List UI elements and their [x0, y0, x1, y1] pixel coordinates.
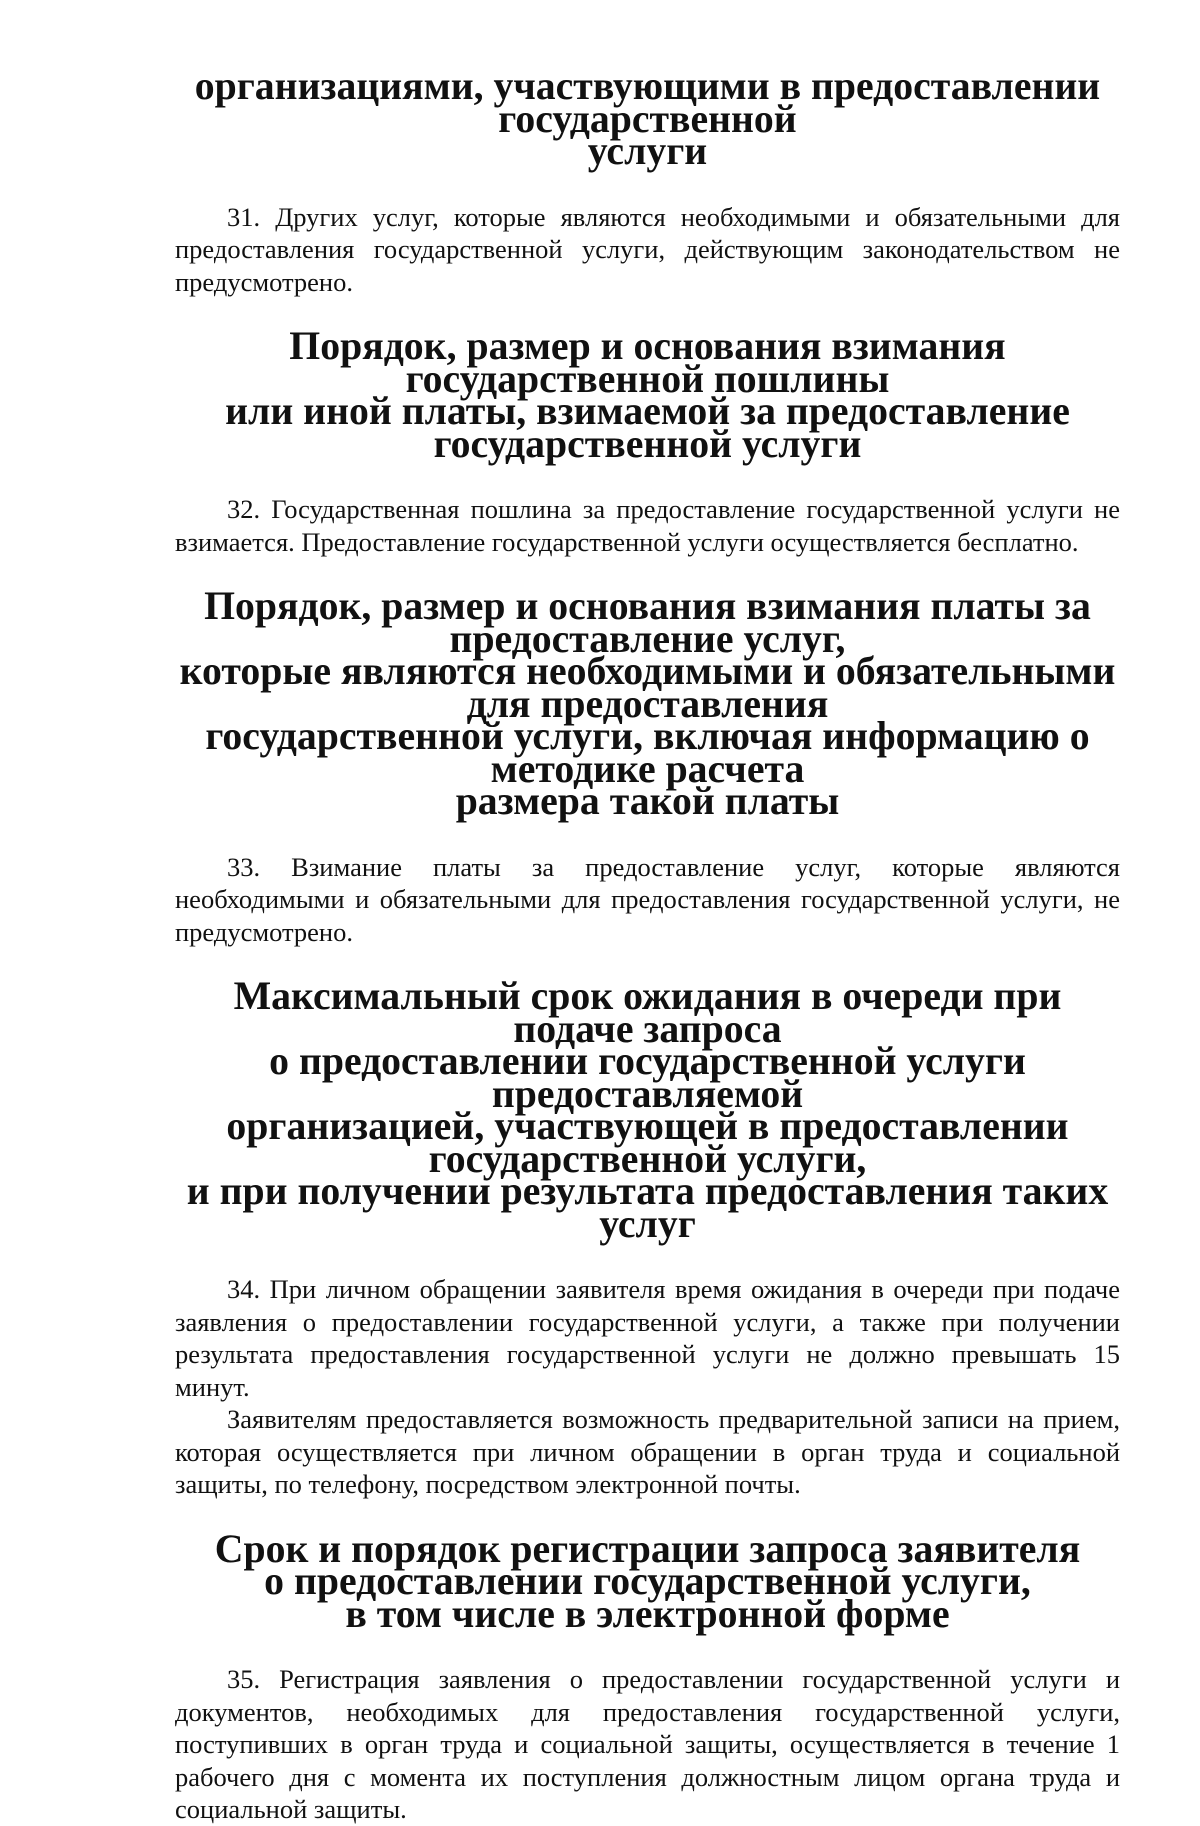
- section-fee-for-services: [175, 584, 1120, 948]
- section-heading: [175, 64, 1120, 173]
- heading-line: организациями, участвующими в предоставлении государственной: [194, 64, 1101, 141]
- document-page: [175, 64, 1120, 1826]
- heading-line: организацией, участвующей в предоставлении государственной услуги,: [226, 1104, 1069, 1181]
- heading-line: государственной услуги: [433, 421, 862, 466]
- paragraph-34-appointment: Заявителям предоставляется возможность предварительной записи на прием, которая осуществляется при личном обращении в орган труда и социальной защиты, по телефону, посредством электронной почты.: [175, 1404, 1120, 1499]
- heading-line: услуги: [587, 129, 708, 173]
- section-queue-waiting-time: [175, 974, 1120, 1501]
- section-other-services: [175, 64, 1120, 298]
- section-heading: [175, 1526, 1120, 1636]
- paragraph-33: 33. Взимание платы за предоставление услуг, которые являются необходимыми и обязательными для предоставления государственной услуги, не предусмотрено.: [175, 851, 1120, 947]
- heading-line: Максимальный срок ожидания в очереди при подаче запроса: [233, 974, 1062, 1051]
- heading-line: Порядок, размер и основания взимания государственной пошлины: [289, 324, 1006, 401]
- heading-line: размера такой платы: [455, 779, 840, 823]
- paragraph-31: 31. Других услуг, которые являются необходимыми и обязательными для предоставления государственной услуги, действующим законодательством не предусмотрено.: [175, 201, 1120, 297]
- heading-line: о предоставлении государственной услуги предоставляемой: [269, 1039, 1026, 1116]
- section-heading: [175, 584, 1120, 823]
- heading-line: Срок и порядок регистрации запроса заявителя: [214, 1526, 1081, 1571]
- heading-line: о предоставлении государственной услуги,: [264, 1559, 1031, 1603]
- paragraph-34: 34. При личном обращении заявителя время ожидания в очереди при подаче заявления о предоставлении государственной услуги, а также при получении результата предоставления государственной услуги не должно превышать 15 минут.: [175, 1274, 1120, 1402]
- heading-line: государственной услуги, включая информацию о методике расчета: [205, 714, 1090, 791]
- section-state-duty: [175, 324, 1120, 558]
- heading-line: и при получении результата предоставления таких услуг: [186, 1169, 1109, 1246]
- section-heading: [175, 324, 1120, 466]
- section-heading: [175, 974, 1120, 1246]
- heading-line: в том числе в электронной форме: [345, 1591, 950, 1636]
- heading-line: которые являются необходимыми и обязательными для предоставления: [179, 649, 1116, 726]
- paragraph-32: 32. Государственная пошлина за предоставление государственной услуги не взимается. Предоставление государственной услуги осуществляется бесплатно.: [175, 494, 1120, 557]
- section-request-registration: [175, 1526, 1120, 1826]
- heading-line: Порядок, размер и основания взимания платы за предоставление услуг,: [204, 584, 1091, 661]
- paragraph-35: 35. Регистрация заявления о предоставлении государственной услуги и документов, необходимых для предоставления государственной услуги, поступивших в орган труда и социальной защиты, осуществляется в течение 1 рабочего дня с момента их поступления должностным лицом органа труда и социальной защиты.: [175, 1664, 1120, 1824]
- heading-line: или иной платы, взимаемой за предоставление: [225, 389, 1070, 433]
